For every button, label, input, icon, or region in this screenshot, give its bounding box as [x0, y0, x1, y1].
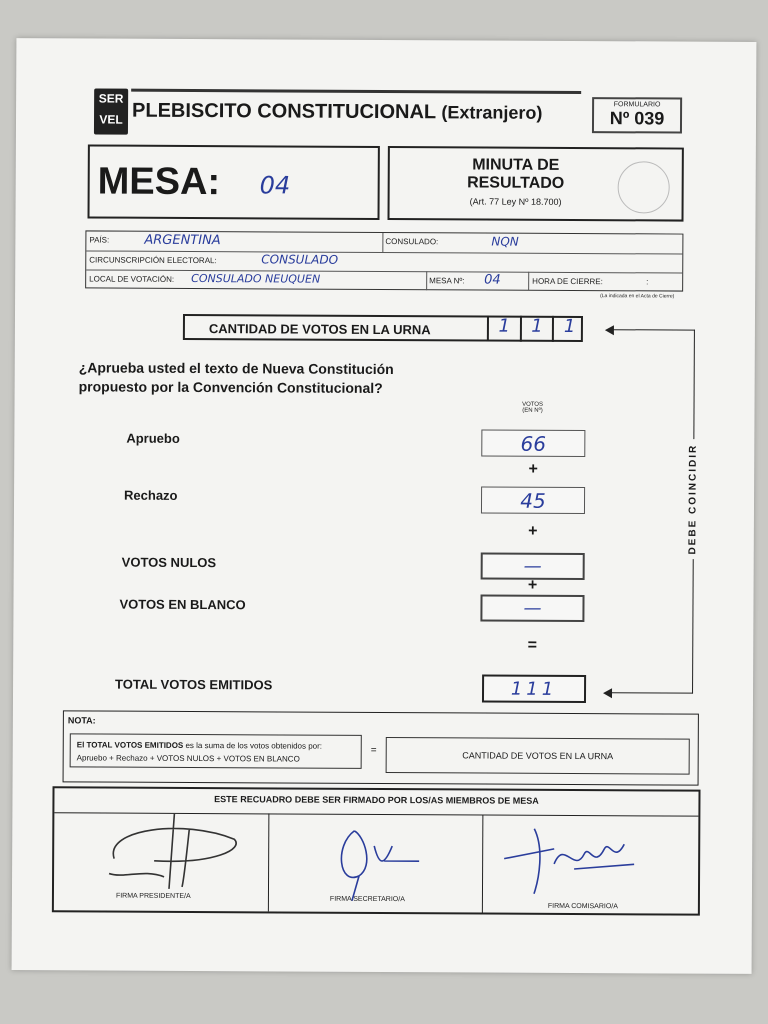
- signature-secretario: [324, 816, 434, 907]
- title-main: PLEBISCITO CONSTITUCIONAL: [132, 99, 436, 124]
- title-suffix: (Extranjero): [441, 102, 543, 123]
- servel-logo: [94, 88, 128, 134]
- nota-text-box: [70, 733, 362, 769]
- circunscripcion-value: CONSULADO: [261, 252, 339, 267]
- local-label: LOCAL DE VOTACIÓN:: [89, 274, 175, 284]
- urna-label: CANTIDAD DE VOTOS EN LA URNA: [208, 321, 431, 338]
- total-label: TOTAL VOTOS EMITIDOS: [115, 676, 273, 693]
- logo-bottom-text: VEL: [99, 112, 123, 127]
- blanco-value: —: [523, 597, 542, 619]
- nota-text-line2: Apruebo + Rechazo + VOTOS NULOS + VOTOS EN BLANCO: [76, 753, 300, 764]
- mesa-label: MESA:: [97, 160, 221, 204]
- urna-digits: [487, 316, 585, 343]
- signature-box: [52, 786, 701, 915]
- rechazo-field: [481, 487, 585, 515]
- blanco-field: [480, 595, 584, 623]
- official-seal: [618, 161, 670, 213]
- question: [79, 358, 394, 398]
- form-number-box: [592, 97, 682, 133]
- urna-digit: 1: [489, 316, 522, 342]
- page-title: [132, 100, 542, 125]
- circunscripcion-label: CIRCUNSCRIPCIÓN ELECTORAL:: [89, 255, 217, 266]
- firma-comisario-label: FIRMA COMISARIO/A: [547, 902, 618, 911]
- urna-box: [183, 314, 583, 342]
- coincidir-bracket: [611, 329, 695, 693]
- apruebo-value: 66: [520, 431, 547, 456]
- blanco-label: VOTOS EN BLANCO: [119, 596, 246, 613]
- plus-sign: +: [528, 460, 538, 478]
- nulos-value: —: [523, 555, 542, 577]
- nota-right-box: [386, 737, 690, 775]
- mesa-box: [88, 144, 380, 220]
- minuta-box: [387, 146, 683, 222]
- urna-digit: 1: [563, 315, 576, 337]
- info-footnote: (La indicada en el Acta de Cierre): [600, 293, 675, 300]
- nota-right-text: CANTIDAD DE VOTOS EN LA URNA: [462, 750, 614, 762]
- votes-header-2: (EN Nº): [522, 407, 543, 414]
- info-table: [85, 230, 683, 291]
- nulos-label: VOTOS NULOS: [121, 554, 217, 571]
- hora-cierre-label: HORA DE CIERRE:: [532, 276, 603, 287]
- rechazo-label: Rechazo: [124, 487, 178, 503]
- debe-coincidir-label: DEBE COINCIDIR: [687, 439, 699, 559]
- arrow-to-total: [603, 688, 612, 698]
- local-value: CONSULADO NEUQUEN: [191, 271, 321, 286]
- minuta-title-2: RESULTADO: [467, 174, 565, 192]
- consulado-value: NQN: [491, 234, 519, 249]
- equals-sign: =: [527, 636, 537, 654]
- mesa-number-value: 04: [484, 272, 501, 288]
- title-rule: [131, 89, 581, 94]
- mesa-value: 04: [259, 171, 291, 200]
- hora-cierre-value: :: [646, 277, 649, 287]
- total-value: 111: [510, 678, 558, 700]
- signature-comisario: [494, 819, 644, 900]
- question-line-1: ¿Aprueba usted el texto de Nueva Constitución: [78, 359, 394, 378]
- minuta-title-1: MINUTA DE: [472, 156, 560, 174]
- mesa-number-label: MESA Nº:: [429, 276, 465, 286]
- signature-header: ESTE RECUADRO DEBE SER FIRMADO POR LOS/AS MIEMBROS DE MESA: [214, 794, 539, 806]
- nota-equals: =: [370, 744, 377, 756]
- urna-digit: 1: [522, 316, 555, 342]
- nota-text-rest: es la suma de los votos obtenidos por:: [183, 740, 323, 751]
- votes-header-1: VOTOS: [522, 401, 544, 408]
- signature-presidente: [94, 808, 254, 899]
- votes-header: [504, 402, 560, 414]
- logo-top-text: SER: [98, 91, 124, 106]
- total-field: [482, 675, 586, 704]
- nota-title: NOTA:: [67, 715, 96, 726]
- firma-secretario-label: FIRMA SECRETARIO/A: [329, 895, 405, 904]
- nota-text-bold: El TOTAL VOTOS EMITIDOS: [76, 740, 184, 750]
- arrow-to-urna: [605, 325, 614, 335]
- pais-label: PAÍS:: [89, 235, 110, 245]
- form-number: Nº 039: [609, 108, 665, 129]
- firma-presidente-label: FIRMA PRESIDENTE/A: [115, 892, 191, 900]
- question-line-2: propuesto por la Convención Constitucional?: [78, 378, 383, 396]
- apruebo-label: Apruebo: [126, 430, 180, 446]
- plus-sign: +: [527, 576, 538, 594]
- consulado-label: CONSULADO:: [385, 237, 439, 247]
- ballot-paper: [12, 38, 757, 974]
- minuta-law: (Art. 77 Ley Nº 18.700): [469, 196, 562, 207]
- nota-box: [63, 710, 699, 785]
- plus-sign: +: [528, 522, 538, 540]
- form-label: FORMULARIO: [613, 101, 661, 109]
- rechazo-value: 45: [520, 488, 546, 513]
- apruebo-field: [481, 430, 585, 458]
- pais-value: ARGENTINA: [144, 232, 221, 249]
